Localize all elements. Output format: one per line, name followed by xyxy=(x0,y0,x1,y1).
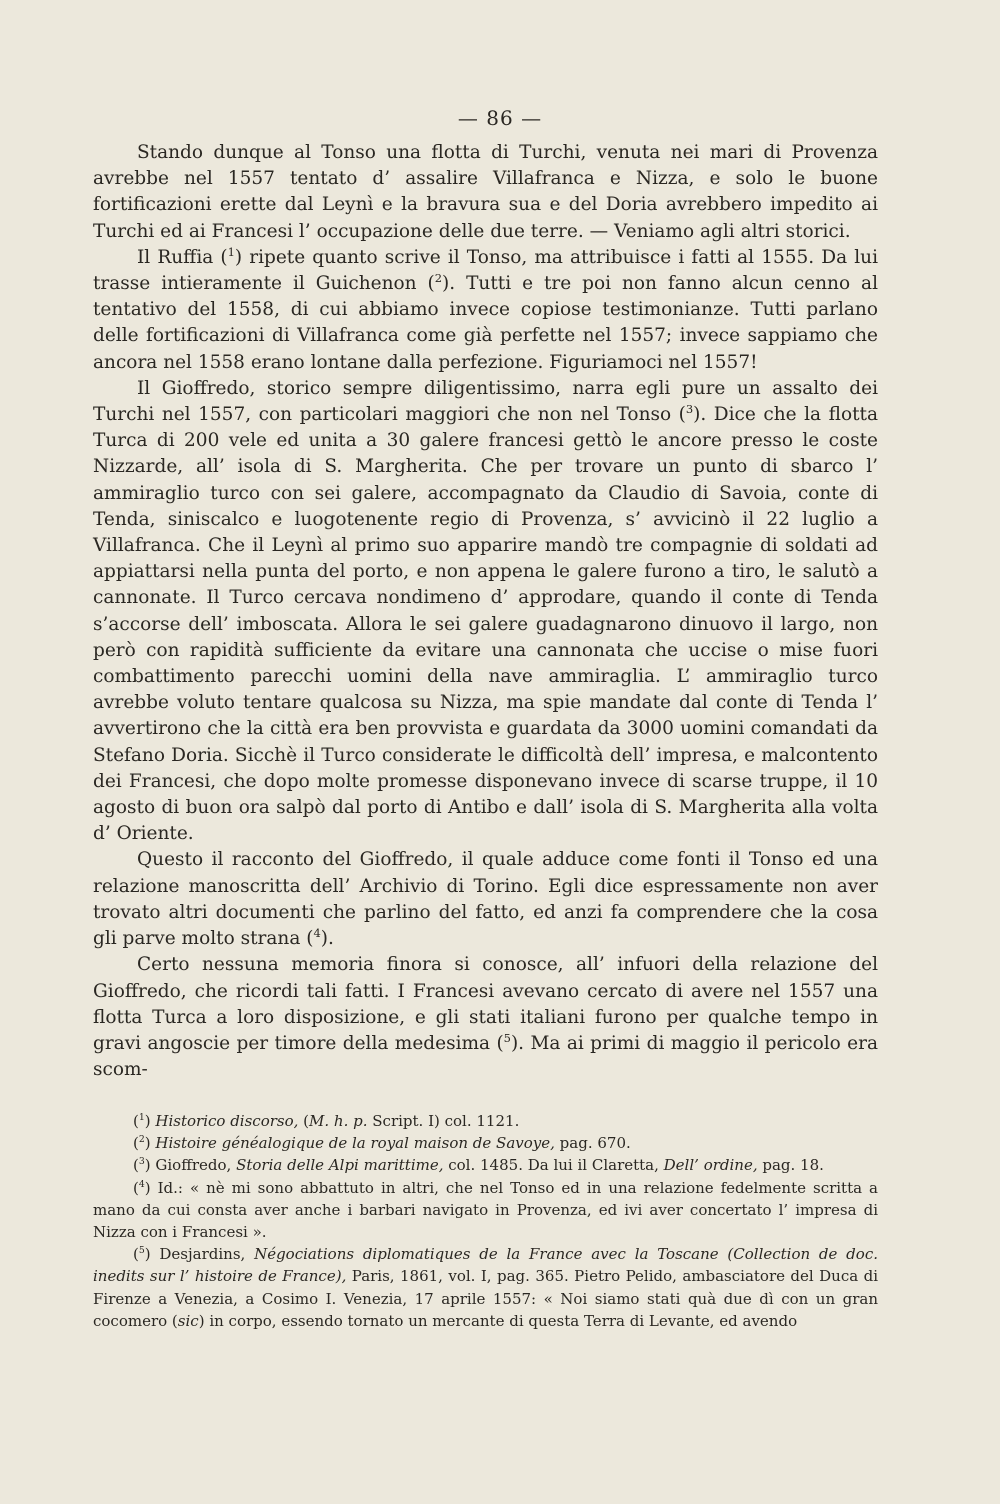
italic-text: Négociations diplomatiques de la France avec la Toscane (Collection de doc. inedits sur l’ histoire de France), xyxy=(93,1245,878,1286)
text-run: ) Gioffredo, xyxy=(144,1156,237,1175)
text-run: ). Tutti e tre poi non fanno alcun cenno al tentativo del 1558, di cui abbiamo invece copiose testimonianze. Tutti parlano delle fortificazioni di Villafranca come già perfette nel 1557; invece sappiamo che ancora nel 1558 erano lontane dalla perfezione. Figuriamoci nel 1557! xyxy=(93,273,878,373)
body-paragraph xyxy=(93,140,878,245)
text-run: ). xyxy=(320,928,334,950)
text-run: Certo nessuna memoria finora si conosce, all’ infuori della relazione del Gioffredo, che ricordi tali fatti. I Francesi avevano cercato di avere nel 1557 una flotta Turca a loro disposizione, e gli stati italiani furono per qualche tempo in gravi angoscie per timore della medesima ( xyxy=(93,954,878,1054)
text-run: ( xyxy=(133,1178,139,1197)
text-run: ( xyxy=(298,1112,310,1130)
footnote xyxy=(93,1243,878,1332)
text-run: Questo il racconto del Gioffredo, il quale adduce come fonti il Tonso ed una relazione manoscritta dell’ Archivio di Torino. Egli dice espressamente non aver trovato altri documenti che parlino del fatto, ed anzi fa comprendere che la cosa gli parve molto strana ( xyxy=(93,849,878,950)
italic-text: M. h. p. xyxy=(309,1112,368,1130)
body-paragraph xyxy=(93,952,878,1083)
text-run: ( xyxy=(133,1134,139,1153)
footnote-ref: 2 xyxy=(138,1134,145,1146)
italic-text: Historico discorso, xyxy=(155,1112,299,1130)
text-run: ) in corpo, essendo tornato un mercante di questa Terra di Levante, ed avendo xyxy=(198,1311,798,1330)
text-run: Script. I) col. 1121. xyxy=(367,1112,520,1130)
page-number: — 86 — xyxy=(457,106,543,130)
text-run: pag. 18. xyxy=(757,1156,824,1175)
body-paragraph xyxy=(93,245,878,376)
italic-text: sic xyxy=(177,1311,199,1330)
body-text xyxy=(93,140,878,1083)
footnotes xyxy=(93,1110,878,1332)
footnote-ref: 1 xyxy=(227,244,235,259)
footnote-ref: 5 xyxy=(138,1245,145,1257)
italic-text: Storia delle Alpi marittime, xyxy=(236,1156,444,1175)
text-run: ( xyxy=(133,1156,139,1175)
footnote xyxy=(93,1154,878,1176)
footnote-ref: 3 xyxy=(685,401,694,416)
body-paragraph xyxy=(93,847,878,952)
text-run: Il Ruffia ( xyxy=(137,246,228,268)
footnote xyxy=(93,1132,878,1154)
text-run: ). Dice che la flotta Turca di 200 vele ed unita a 30 galere francesi gettò le ancore presso le coste Nizzarde, all’ isola di S. Margherita. Che per trovare un punto di sbarco l’ ammiraglio turco con sei galere, accompagnato da Claudio di Savoia, conte di Tenda, siniscalco e luogotenente regio di Provenza, s’ avvicinò il 22 luglio a Villafranca. Che il Leynì al primo suo apparire mandò tre compagnie di soldati ad appiattarsi nella punta del porto, e non appena le galere furono a tiro, le salutò a cannonate. Il Turco cercava nondimeno d’ approdare, quando il conte di Tenda s’accorse dell’ imboscata. Allora le sei galere guadagnarono dinuovo il largo, non però con rapidità sufficiente da evitare una cannonata che uccise o mise fuori combattimento parecchi uomini della nave ammiraglia. L’ ammiraglio turco avrebbe voluto tentare qualcosa su Nizza, ma spie mandate dal conte di Tenda l’ avvertirono che la città era ben provvista e guardata da 3000 uomini comandati da Stefano Doria. Sicchè il Turco considerate le difficoltà dell’ impresa, e malcontento dei Francesi, che dopo molte promesse disponevano invece di scarse truppe, il 10 agosto di buon ora salpò dal porto di Antibo e dall’ isola di S. Margherita alla volta d’ Oriente. xyxy=(93,404,878,845)
body-paragraph xyxy=(93,376,878,848)
footnote-ref: 1 xyxy=(138,1112,145,1123)
footnote xyxy=(93,1110,878,1132)
text-run: ) xyxy=(144,1134,156,1153)
footnote-ref: 4 xyxy=(138,1178,145,1190)
text-run: ( xyxy=(133,1245,139,1264)
text-run: ) ripete quanto scrive il Tonso, ma attribuisce i fatti al 1555. Da lui trasse intieramente il Guichenon ( xyxy=(93,246,879,295)
text-run: ) xyxy=(144,1112,156,1130)
text-run: Il Gioffredo, storico sempre diligentissimo, narra egli pure un assalto dei Turchi nel 1557, con particolari maggiori che non nel Tonso ( xyxy=(93,377,878,426)
footnote-ref: 2 xyxy=(434,270,443,285)
text-run: ( xyxy=(133,1112,139,1130)
text-run: col. 1485. Da lui il Claretta, xyxy=(443,1156,664,1175)
italic-text: Histoire généalogique de la royal maison de Savoye, xyxy=(155,1134,555,1153)
text-run: ) Id.: « nè mi sono abbattuto in altri, che nel Tonso ed in una relazione fedelmente scritta a mano da cui consta aver anche i barbari navigato in Provenza, ed ivi aver concertato l’ impresa di Nizza con i Francesi ». xyxy=(93,1178,878,1242)
footnote xyxy=(93,1177,878,1244)
text-run: pag. 670. xyxy=(554,1134,631,1153)
footnote-ref: 4 xyxy=(313,925,321,940)
text-run: Paris, 1861, vol. I, pag. 365. Pietro Pelido, ambasciatore del Duca di Firenze a Venezia, a Cosimo I. Venezia, 17 aprile 1557: « Noi siamo stati quà due dì con un gran cocomero ( xyxy=(93,1267,878,1330)
text-run: ) Desjardins, xyxy=(144,1245,255,1264)
footnote-ref: 3 xyxy=(138,1156,145,1168)
text-run: Stando dunque al Tonso una flotta di Turchi, venuta nei mari di Provenza avrebbe nel 1557 tentato d’ assalire Villafranca e Nizza, e solo le buone fortificazioni erette dal Leynì e la bravura sua e del Doria avrebbero impedito ai Turchi ed ai Francesi l’ occupazione delle due terre. — Veniamo agli altri storici. xyxy=(93,142,878,242)
italic-text: Dell’ ordine, xyxy=(663,1156,758,1175)
text-run: ). Ma ai primi di maggio il pericolo era scom- xyxy=(93,1032,878,1081)
footnote-ref: 5 xyxy=(503,1030,511,1045)
